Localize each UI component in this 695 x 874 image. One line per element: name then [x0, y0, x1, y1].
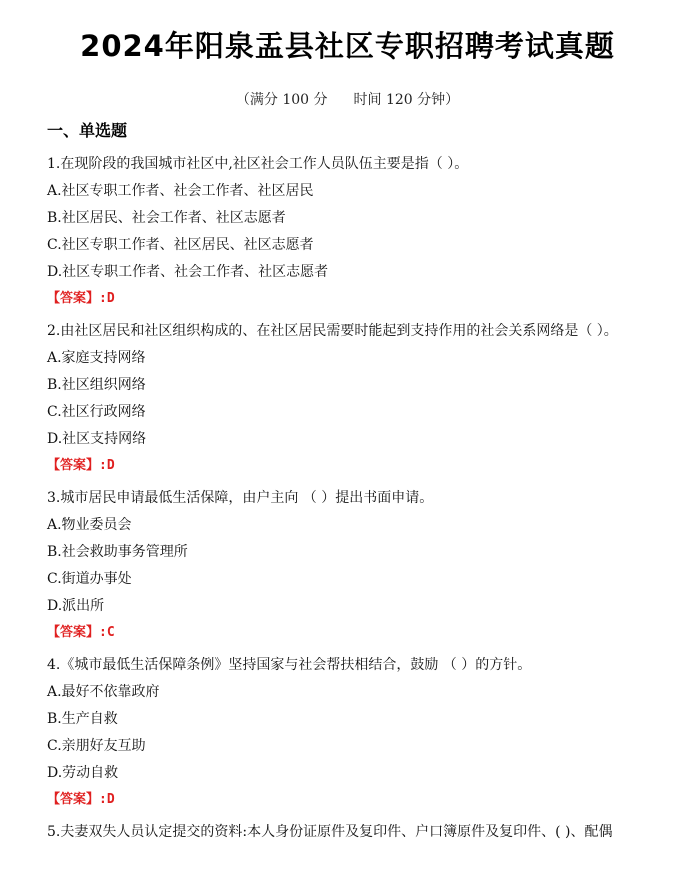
option-a: A.物业委员会 — [47, 517, 132, 533]
option-a: A.家庭支持网络 — [47, 350, 146, 366]
question-stem: 1.在现阶段的我国城市社区中,社区社会工作人员队伍主要是指（ ）。 — [47, 156, 469, 172]
option-d: D.劳动自救 — [47, 765, 119, 781]
time-info: 时间 120 分钟） — [353, 92, 460, 108]
option-d: D.派出所 — [47, 598, 105, 614]
document-title: 2024年阳泉盂县社区专职招聘考试真题 — [80, 29, 615, 63]
option-b: B.社区居民、社会工作者、社区志愿者 — [47, 210, 286, 226]
exam-info — [0, 89, 695, 109]
answer-label: 【答案】:D — [47, 458, 115, 473]
option-b: B.生产自救 — [47, 711, 118, 727]
question-stem: 4.《城市最低生活保障条例》坚持国家与社会帮扶相结合，鼓励 （ ）的方针。 — [47, 657, 532, 673]
score-info: （满分 100 分 — [235, 92, 328, 108]
answer-label: 【答案】:D — [47, 291, 115, 306]
option-d: D.社区支持网络 — [47, 431, 147, 447]
question-stem: 3.城市居民申请最低生活保障，由户主向 （ ）提出书面申请。 — [47, 490, 434, 506]
answer-label: 【答案】:D — [47, 792, 115, 807]
answer-label: 【答案】:C — [47, 625, 115, 640]
option-c: C.街道办事处 — [47, 571, 132, 587]
option-b: B.社会救助事务管理所 — [47, 544, 188, 560]
option-c: C.社区行政网络 — [47, 404, 146, 420]
option-a: A.最好不依靠政府 — [47, 684, 160, 700]
option-d: D.社区专职工作者、社会工作者、社区志愿者 — [47, 264, 329, 280]
option-a: A.社区专职工作者、社会工作者、社区居民 — [47, 183, 314, 199]
option-b: B.社区组织网络 — [47, 377, 146, 393]
option-c: C.社区专职工作者、社区居民、社区志愿者 — [47, 237, 314, 253]
option-c: C.亲朋好友互助 — [47, 738, 146, 754]
question-stem: 5.夫妻双失人员认定提交的资料:本人身份证原件及复印件、户口簿原件及复印件、( )、配偶 — [47, 824, 613, 840]
section-heading: 一、单选题 — [47, 121, 128, 140]
question-stem: 2.由社区居民和社区组织构成的、在社区居民需要时能起到支持作用的社会关系网络是（ ）。 — [47, 323, 618, 339]
